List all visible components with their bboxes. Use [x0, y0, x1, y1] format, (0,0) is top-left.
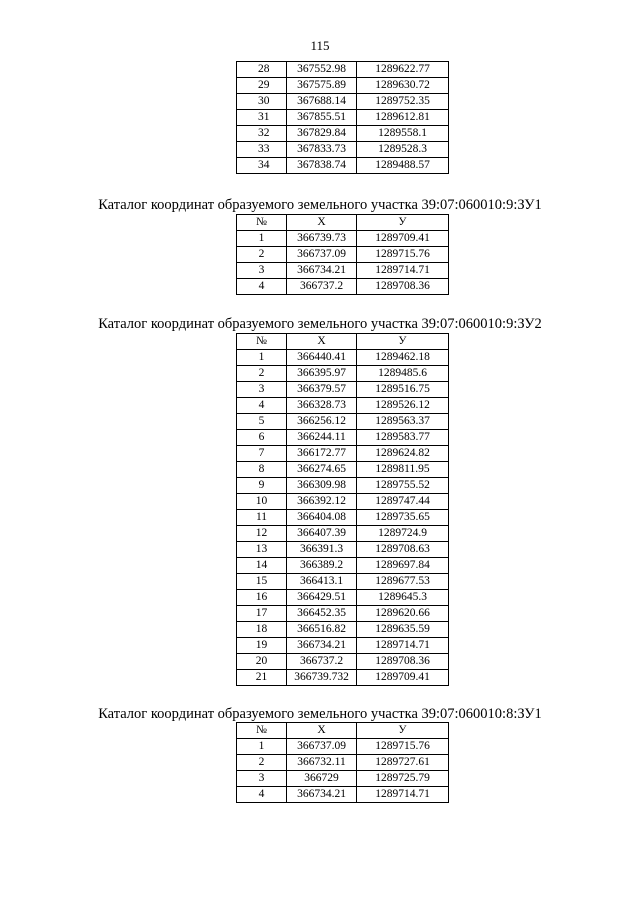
- table-row: [237, 158, 449, 174]
- y-coordinate: 1289630.72: [357, 78, 449, 94]
- point-number: 11: [237, 510, 287, 526]
- y-coordinate: 1289558.1: [357, 126, 449, 142]
- table-row: [237, 382, 449, 398]
- point-number: 30: [237, 94, 287, 110]
- column-header-number: №: [237, 334, 287, 350]
- table-row: [237, 638, 449, 654]
- point-number: 2: [237, 366, 287, 382]
- table-row: [237, 231, 449, 247]
- x-coordinate: 366379.57: [287, 382, 357, 398]
- column-header-y: У: [357, 334, 449, 350]
- point-number: 4: [237, 279, 287, 295]
- point-number: 1: [237, 350, 287, 366]
- y-coordinate: 1289583.77: [357, 430, 449, 446]
- coordinates-table-8-zu1: [236, 722, 449, 803]
- y-coordinate: 1289488.57: [357, 158, 449, 174]
- y-coordinate: 1289516.75: [357, 382, 449, 398]
- table-row: [237, 478, 449, 494]
- point-number: 12: [237, 526, 287, 542]
- catalog-heading-9-zu1: Каталог координат образуемого земельного участка 39:07:060010:9:ЗУ1: [98, 197, 542, 213]
- x-coordinate: 367688.14: [287, 94, 357, 110]
- y-coordinate: 1289714.71: [357, 263, 449, 279]
- y-coordinate: 1289725.79: [357, 771, 449, 787]
- point-number: 8: [237, 462, 287, 478]
- y-coordinate: 1289709.41: [357, 670, 449, 686]
- x-coordinate: 366413.1: [287, 574, 357, 590]
- y-coordinate: 1289624.82: [357, 446, 449, 462]
- point-number: 4: [237, 398, 287, 414]
- column-header-number: №: [237, 723, 287, 739]
- x-coordinate: 366737.2: [287, 279, 357, 295]
- y-coordinate: 1289697.84: [357, 558, 449, 574]
- y-coordinate: 1289735.65: [357, 510, 449, 526]
- table-row: [237, 526, 449, 542]
- table-row: [237, 462, 449, 478]
- point-number: 7: [237, 446, 287, 462]
- y-coordinate: 1289528.3: [357, 142, 449, 158]
- coordinates-table-9-zu1: [236, 214, 449, 295]
- point-number: 34: [237, 158, 287, 174]
- y-coordinate: 1289752.35: [357, 94, 449, 110]
- table-row: [237, 78, 449, 94]
- table-row: [237, 654, 449, 670]
- y-coordinate: 1289708.36: [357, 279, 449, 295]
- table-row: [237, 126, 449, 142]
- table-row: [237, 366, 449, 382]
- x-coordinate: 366404.08: [287, 510, 357, 526]
- table-row: [237, 494, 449, 510]
- column-header-y: У: [357, 723, 449, 739]
- x-coordinate: 366392.12: [287, 494, 357, 510]
- table-header-row: [237, 723, 449, 739]
- table-row: [237, 787, 449, 803]
- table-row: [237, 398, 449, 414]
- table-row: [237, 510, 449, 526]
- point-number: 33: [237, 142, 287, 158]
- y-coordinate: 1289708.36: [357, 654, 449, 670]
- point-number: 3: [237, 771, 287, 787]
- table-row: [237, 446, 449, 462]
- point-number: 20: [237, 654, 287, 670]
- point-number: 3: [237, 382, 287, 398]
- x-coordinate: 366407.39: [287, 526, 357, 542]
- x-coordinate: 366440.41: [287, 350, 357, 366]
- x-coordinate: 366739.73: [287, 231, 357, 247]
- table-row: [237, 590, 449, 606]
- point-number: 2: [237, 755, 287, 771]
- table-row: [237, 94, 449, 110]
- point-number: 14: [237, 558, 287, 574]
- x-coordinate: 366274.65: [287, 462, 357, 478]
- point-number: 17: [237, 606, 287, 622]
- x-coordinate: 367552.98: [287, 62, 357, 78]
- y-coordinate: 1289563.37: [357, 414, 449, 430]
- x-coordinate: 367855.51: [287, 110, 357, 126]
- point-number: 10: [237, 494, 287, 510]
- x-coordinate: 366516.82: [287, 622, 357, 638]
- table-row: [237, 771, 449, 787]
- x-coordinate: 366729: [287, 771, 357, 787]
- x-coordinate: 366244.11: [287, 430, 357, 446]
- table-row: [237, 350, 449, 366]
- point-number: 1: [237, 739, 287, 755]
- y-coordinate: 1289622.77: [357, 62, 449, 78]
- x-coordinate: 366452.35: [287, 606, 357, 622]
- x-coordinate: 366389.2: [287, 558, 357, 574]
- y-coordinate: 1289526.12: [357, 398, 449, 414]
- table-row: [237, 606, 449, 622]
- table-row: [237, 739, 449, 755]
- point-number: 5: [237, 414, 287, 430]
- table-row: [237, 142, 449, 158]
- y-coordinate: 1289715.76: [357, 739, 449, 755]
- x-coordinate: 366734.21: [287, 263, 357, 279]
- point-number: 13: [237, 542, 287, 558]
- table-row: [237, 558, 449, 574]
- point-number: 31: [237, 110, 287, 126]
- y-coordinate: 1289462.18: [357, 350, 449, 366]
- column-header-x: X: [287, 334, 357, 350]
- y-coordinate: 1289677.53: [357, 574, 449, 590]
- coordinates-table-continuation: [236, 61, 449, 174]
- y-coordinate: 1289715.76: [357, 247, 449, 263]
- x-coordinate: 366737.2: [287, 654, 357, 670]
- table-row: [237, 110, 449, 126]
- coordinates-table-9-zu2: [236, 333, 449, 686]
- column-header-x: X: [287, 723, 357, 739]
- x-coordinate: 366739.732: [287, 670, 357, 686]
- x-coordinate: 366737.09: [287, 739, 357, 755]
- x-coordinate: 366429.51: [287, 590, 357, 606]
- point-number: 3: [237, 263, 287, 279]
- y-coordinate: 1289709.41: [357, 231, 449, 247]
- x-coordinate: 367838.74: [287, 158, 357, 174]
- y-coordinate: 1289727.61: [357, 755, 449, 771]
- x-coordinate: 366309.98: [287, 478, 357, 494]
- catalog-heading-8-zu1: Каталог координат образуемого земельного участка 39:07:060010:8:ЗУ1: [98, 706, 542, 722]
- point-number: 9: [237, 478, 287, 494]
- table-header-row: [237, 334, 449, 350]
- x-coordinate: 367829.84: [287, 126, 357, 142]
- point-number: 15: [237, 574, 287, 590]
- column-header-y: У: [357, 215, 449, 231]
- y-coordinate: 1289714.71: [357, 787, 449, 803]
- x-coordinate: 366328.73: [287, 398, 357, 414]
- y-coordinate: 1289755.52: [357, 478, 449, 494]
- table-header-row: [237, 215, 449, 231]
- y-coordinate: 1289612.81: [357, 110, 449, 126]
- table-row: [237, 263, 449, 279]
- y-coordinate: 1289635.59: [357, 622, 449, 638]
- table-row: [237, 247, 449, 263]
- table-row: [237, 670, 449, 686]
- point-number: 21: [237, 670, 287, 686]
- point-number: 16: [237, 590, 287, 606]
- y-coordinate: 1289620.66: [357, 606, 449, 622]
- x-coordinate: 366172.77: [287, 446, 357, 462]
- point-number: 4: [237, 787, 287, 803]
- x-coordinate: 366734.21: [287, 638, 357, 654]
- point-number: 19: [237, 638, 287, 654]
- x-coordinate: 366395.97: [287, 366, 357, 382]
- table-row: [237, 430, 449, 446]
- y-coordinate: 1289708.63: [357, 542, 449, 558]
- y-coordinate: 1289811.95: [357, 462, 449, 478]
- y-coordinate: 1289485.6: [357, 366, 449, 382]
- point-number: 29: [237, 78, 287, 94]
- point-number: 18: [237, 622, 287, 638]
- table-row: [237, 279, 449, 295]
- table-row: [237, 574, 449, 590]
- x-coordinate: 367575.89: [287, 78, 357, 94]
- point-number: 32: [237, 126, 287, 142]
- table-row: [237, 62, 449, 78]
- x-coordinate: 366256.12: [287, 414, 357, 430]
- catalog-heading-9-zu2: Каталог координат образуемого земельного участка 39:07:060010:9:ЗУ2: [98, 316, 542, 332]
- x-coordinate: 366391.3: [287, 542, 357, 558]
- column-header-number: №: [237, 215, 287, 231]
- point-number: 28: [237, 62, 287, 78]
- x-coordinate: 366734.21: [287, 787, 357, 803]
- page-number: 115: [310, 38, 330, 53]
- x-coordinate: 366732.11: [287, 755, 357, 771]
- x-coordinate: 366737.09: [287, 247, 357, 263]
- point-number: 6: [237, 430, 287, 446]
- y-coordinate: 1289645.3: [357, 590, 449, 606]
- table-row: [237, 755, 449, 771]
- y-coordinate: 1289724.9: [357, 526, 449, 542]
- y-coordinate: 1289747.44: [357, 494, 449, 510]
- table-row: [237, 414, 449, 430]
- point-number: 2: [237, 247, 287, 263]
- y-coordinate: 1289714.71: [357, 638, 449, 654]
- point-number: 1: [237, 231, 287, 247]
- table-row: [237, 542, 449, 558]
- x-coordinate: 367833.73: [287, 142, 357, 158]
- table-row: [237, 622, 449, 638]
- column-header-x: X: [287, 215, 357, 231]
